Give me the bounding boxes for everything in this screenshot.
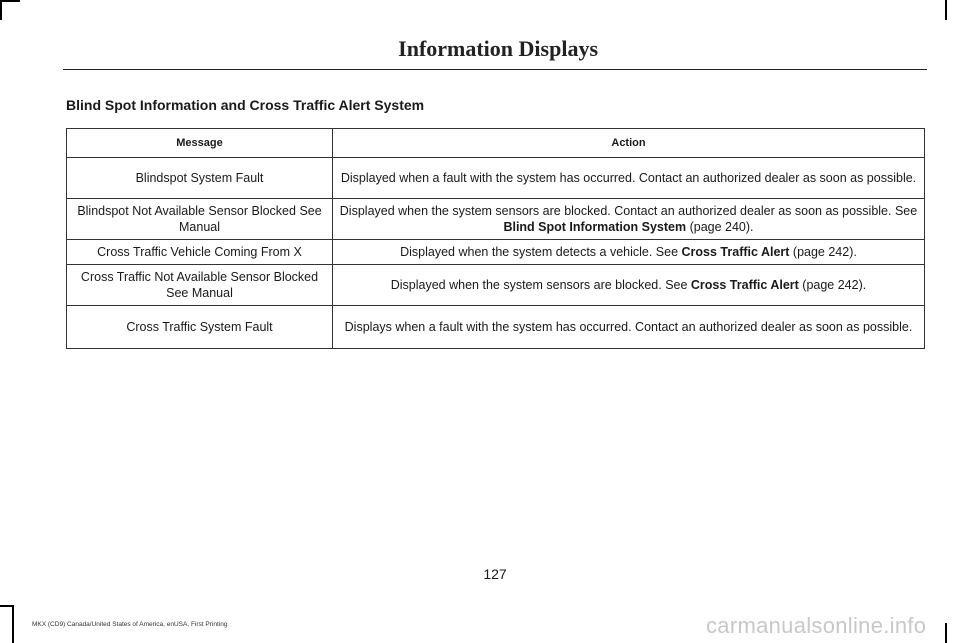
page-header-title: Information Displays [398, 36, 598, 61]
action-text: Displayed when the system sensors are blocked. Contact an authorized dealer as soon as possible. See [339, 204, 918, 218]
crop-mark-top-right-v [945, 0, 947, 20]
page-reference: (page 240). [686, 220, 754, 234]
column-header-message: Message [67, 129, 333, 158]
action-text: Displayed when the system sensors are blocked. See [390, 278, 691, 292]
table-row [67, 199, 925, 240]
page-reference: (page 242). [789, 245, 857, 259]
message-cell: Blindspot System Fault [67, 158, 333, 199]
message-cell: Blindspot Not Available Sensor Blocked See Manual [67, 199, 333, 240]
action-text: Displays when a fault with the system has occurred. Contact an authorized dealer as soon as possible. [344, 320, 913, 334]
cross-reference-link[interactable]: Cross Traffic Alert [681, 245, 790, 259]
message-cell: Cross Traffic System Fault [67, 306, 333, 349]
action-cell [333, 199, 925, 240]
section-title: Blind Spot Information and Cross Traffic Alert System [66, 97, 425, 113]
table-row [67, 240, 925, 265]
table-row [67, 306, 925, 349]
cross-reference-link[interactable]: Cross Traffic Alert [690, 278, 799, 292]
action-cell [333, 306, 925, 349]
action-cell [333, 265, 925, 306]
watermark: carmanualsonline.info [706, 613, 927, 638]
crop-mark-bottom-left-h [0, 605, 14, 607]
message-cell: Cross Traffic Vehicle Coming From X [67, 240, 333, 265]
crop-mark-top-left-v [0, 0, 2, 20]
action-cell [333, 158, 925, 199]
edition-footer: MKX (CD9) Canada/United States of America, enUSA, First Printing [32, 621, 228, 628]
table-row [67, 158, 925, 199]
column-header-action: Action [333, 129, 925, 158]
message-table [66, 128, 925, 349]
cross-reference-link[interactable]: Blind Spot Information System [503, 220, 687, 234]
page-reference: (page 242). [798, 278, 867, 292]
page-number: 127 [483, 566, 507, 582]
crop-mark-bottom-right-v [945, 623, 947, 643]
crop-mark-bottom-left-v [12, 605, 14, 643]
table-row [67, 265, 925, 306]
action-text: Displayed when a fault with the system has occurred. Contact an authorized dealer as soon as possible. [340, 171, 917, 185]
crop-mark-top-left-h [0, 0, 20, 2]
action-text: Displayed when the system detects a vehicle. See [400, 245, 682, 259]
action-cell [333, 240, 925, 265]
table-header-row [67, 129, 925, 158]
message-cell: Cross Traffic Not Available Sensor Blocked See Manual [67, 265, 333, 306]
header-rule [63, 69, 927, 70]
